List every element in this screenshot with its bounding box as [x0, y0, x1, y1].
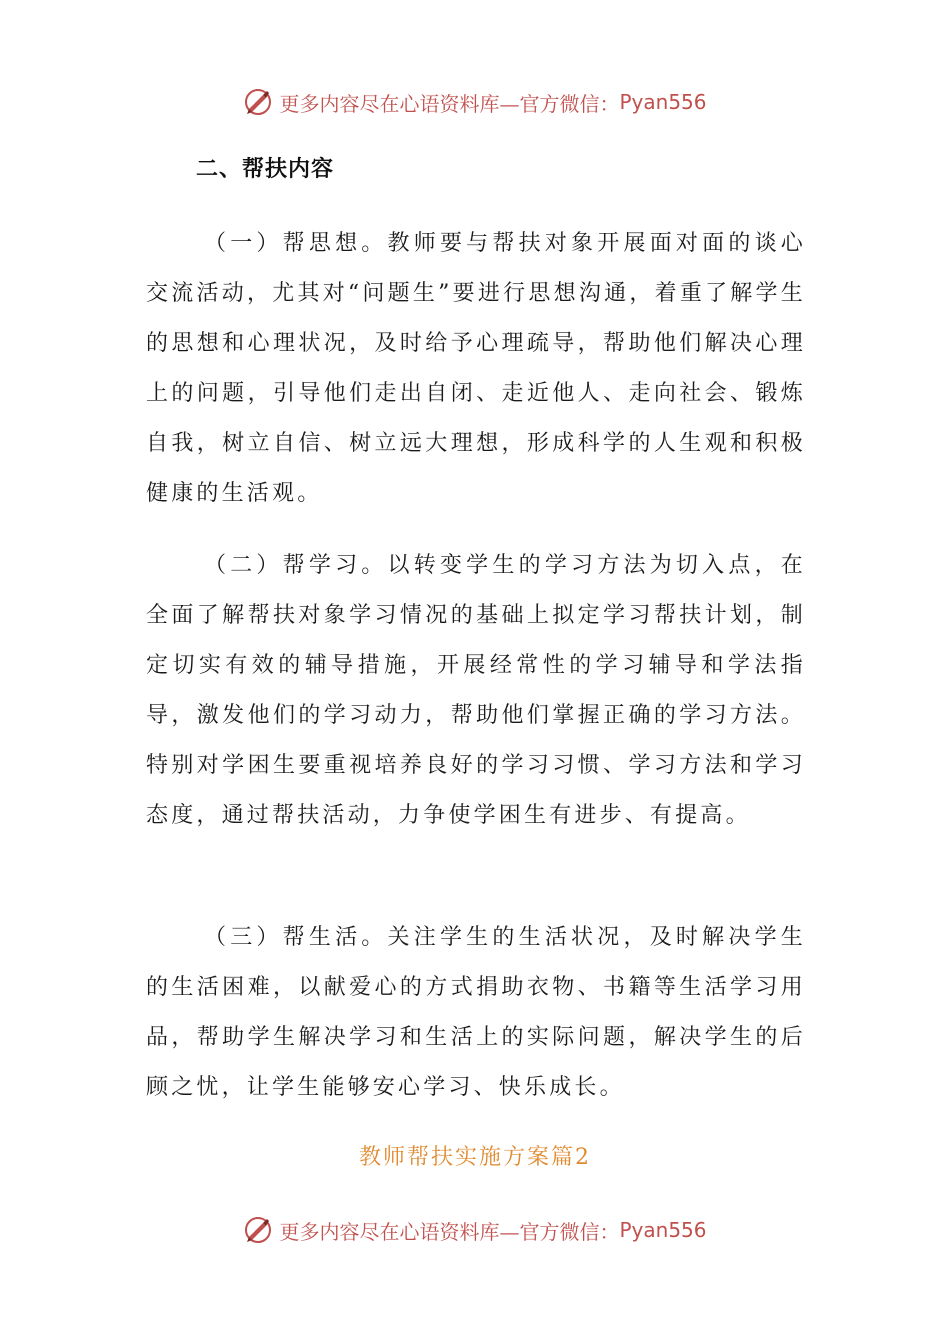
pen-logo-icon: [243, 87, 273, 117]
paragraph-help-thought: （一）帮思想。教师要与帮扶对象开展面对面的谈心交流活动，尤其对“问题生”要进行思想沟通，着重了解学生的思想和心理状况，及时给予心理疏导，帮助他们解决心理上的问题，引导他们走出自闭、走近他人、走向社会、锻炼自我，树立自信、树立远大理想，形成科学的人生观和积极健康的生活观。: [146, 231, 806, 506]
header-banner: [0, 80, 950, 124]
footer-banner-wechat-id: Pyan556: [619, 1218, 707, 1242]
paragraph-help-life: （三）帮生活。关注学生的生活状况，及时解决学生的生活困难，以献爱心的方式捐助衣物、书籍等生活学习用品，帮助学生解决学习和生活上的实际问题，解决学生的后顾之忧，让学生能够安心学习、快乐成长。: [146, 925, 806, 1100]
footer-banner: [0, 1208, 950, 1252]
next-article-subtitle: 教师帮扶实施方案篇2: [359, 1145, 591, 1170]
section-heading: 二、帮扶内容: [196, 157, 335, 182]
footer-banner-text: 更多内容尽在心语资料库—官方微信：: [279, 1219, 620, 1244]
paragraph-help-study: （二）帮学习。以转变学生的学习方法为切入点，在全面了解帮扶对象学习情况的基础上拟定学习帮扶计划，制定切实有效的辅导措施，开展经常性的学习辅导和学法指导，激发他们的学习动力，帮助他们掌握正确的学习方法。特别对学困生要重视培养良好的学习习惯、学习方法和学习态度，通过帮扶活动，力争使学困生有进步、有提高。: [146, 553, 806, 828]
header-banner-wechat-id: Pyan556: [619, 90, 707, 114]
pen-logo-icon: [243, 1215, 273, 1245]
header-banner-text: 更多内容尽在心语资料库—官方微信：: [279, 91, 620, 116]
